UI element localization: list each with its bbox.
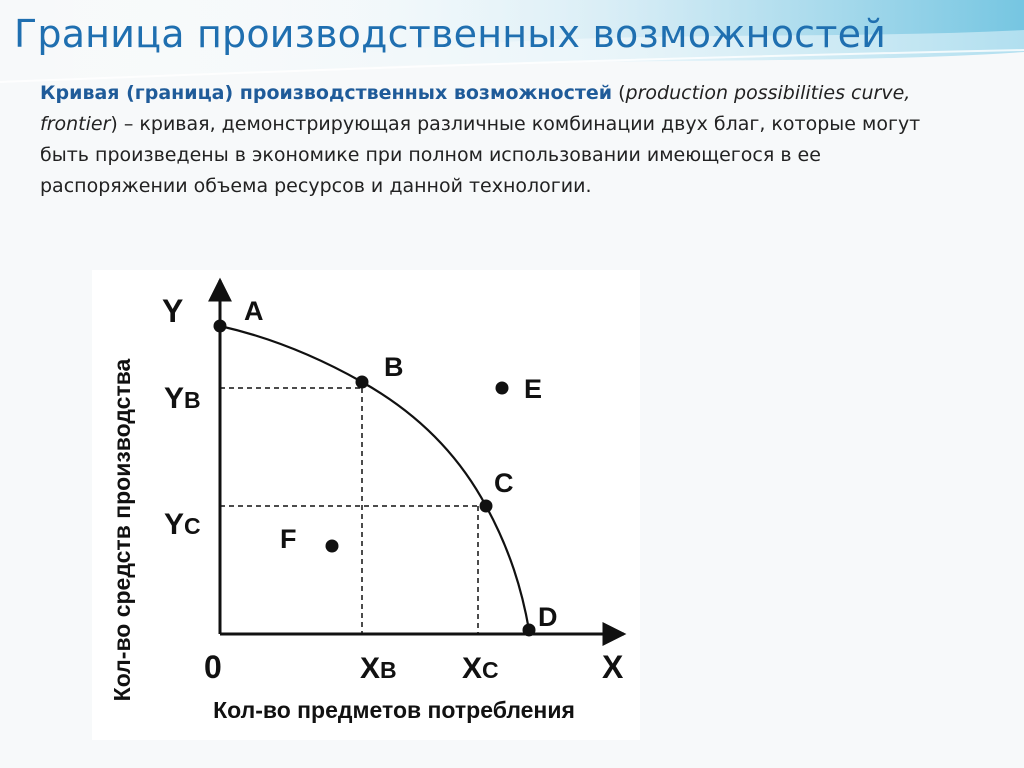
point-d-dot: [523, 624, 536, 637]
slide-title: Граница производственных возможностей: [14, 12, 887, 56]
x-axis-title: Кол-во предметов потребления: [213, 697, 575, 723]
point-d-label: D: [538, 602, 558, 632]
tick-label-xc-sub: C: [482, 657, 499, 683]
point-c-label: C: [494, 468, 514, 498]
definition-paren-close: ): [110, 113, 118, 135]
tick-label-xb-sub: B: [380, 657, 397, 683]
definition-english-term: production possibilities curve, frontier: [40, 82, 911, 135]
point-a-dot: [214, 320, 227, 333]
ppf-chart-svg: [92, 270, 640, 740]
definition-body: – кривая, демонстрирующая различные комбинации двух благ, которые могут быть произведены в экономике при полном использовании имеющегося в ее распоряжении объема ресурсов и данной технологии.: [40, 113, 921, 197]
x-axis-letter: X: [602, 649, 624, 685]
tick-label-yc-main: Y: [164, 508, 185, 541]
tick-label-yb-sub: B: [184, 387, 201, 413]
point-f-dot: [326, 540, 339, 553]
tick-label-xb-main: X: [360, 652, 381, 685]
y-axis-letter: Y: [162, 293, 184, 329]
y-axis-title: Кол-во средств производства: [109, 358, 135, 702]
definition-paren-open: (: [612, 82, 626, 104]
ppf-diagram: [92, 270, 640, 740]
point-e-dot: [496, 382, 509, 395]
tick-label-yc: [164, 508, 201, 541]
origin-label: 0: [204, 649, 222, 685]
tick-label-xc-main: X: [462, 652, 483, 685]
tick-label-yb: [164, 382, 201, 415]
point-a-label: A: [244, 296, 264, 326]
ppf-curve: [220, 326, 529, 630]
point-c-dot: [480, 500, 493, 513]
tick-label-xb: [360, 652, 397, 685]
definition-text: [40, 78, 960, 202]
tick-label-yc-sub: C: [184, 513, 201, 539]
tick-label-xc: [462, 652, 499, 685]
point-e-label: E: [524, 374, 543, 404]
point-f-label: F: [280, 524, 297, 554]
definition-term: Кривая (граница) производственных возможностей: [40, 82, 613, 104]
point-b-dot: [356, 376, 369, 389]
point-b-label: B: [384, 352, 404, 382]
tick-label-yb-main: Y: [164, 382, 185, 415]
